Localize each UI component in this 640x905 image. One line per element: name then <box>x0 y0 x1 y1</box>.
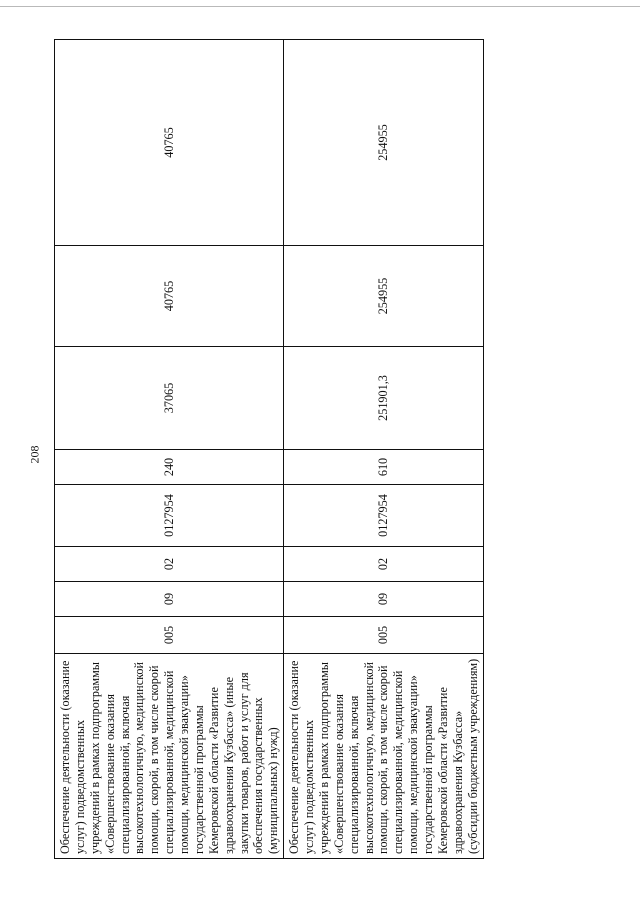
ministry-code: 005 <box>55 617 284 654</box>
amount-year-2: 40765 <box>55 246 284 347</box>
amount-year-3: 40765 <box>55 40 284 246</box>
ministry-code: 005 <box>284 617 483 654</box>
section-code: 09 <box>284 582 483 617</box>
top-rule <box>0 6 640 7</box>
row-description: Обеспечение деятельности (оказание услуг) подведомственных учреждений в рамках подпрограммы «Совершенствование оказания специализированной, включая высокотехнологичную, медицинской помощи, скорой, в том числе скорой специализированной, медицинской помощи, медицинской эвакуации» государственной программы Кемеровской области «Развитие здравоохранения Кузбасса» (иные закупки товаров, работ и услуг для обеспечения государственных (муниципальных) нужд) <box>55 654 284 859</box>
row-description: Обеспечение деятельности (оказание услуг) подведомственных учреждений в рамках подпрограммы «Совершенствование оказания специализированной, включая высокотехнологичную, медицинской помощи, скорой, в том числе скорой специализированной, медицинской помощи, медицинской эвакуации» государственной программы Кемеровской области «Развитие здравоохранения Кузбасса» (субсидии бюджетным учреждениям) <box>284 654 483 859</box>
section-code: 09 <box>55 582 284 617</box>
amount-year-2: 254955 <box>284 246 483 347</box>
target-article-code: 0127954 <box>284 485 483 547</box>
budget-table-area <box>54 40 480 859</box>
subsection-code: 02 <box>55 547 284 582</box>
subsection-code: 02 <box>284 547 483 582</box>
page-number: 208 <box>27 445 42 464</box>
table-row <box>55 40 284 859</box>
budget-table <box>54 39 484 859</box>
amount-year-3: 254955 <box>284 40 483 246</box>
expense-type-code: 610 <box>284 450 483 485</box>
target-article-code: 0127954 <box>55 485 284 547</box>
amount-year-1: 37065 <box>55 347 284 450</box>
amount-year-1: 251901,3 <box>284 347 483 450</box>
budget-table-rotated <box>54 40 480 859</box>
expense-type-code: 240 <box>55 450 284 485</box>
table-row <box>284 40 483 859</box>
